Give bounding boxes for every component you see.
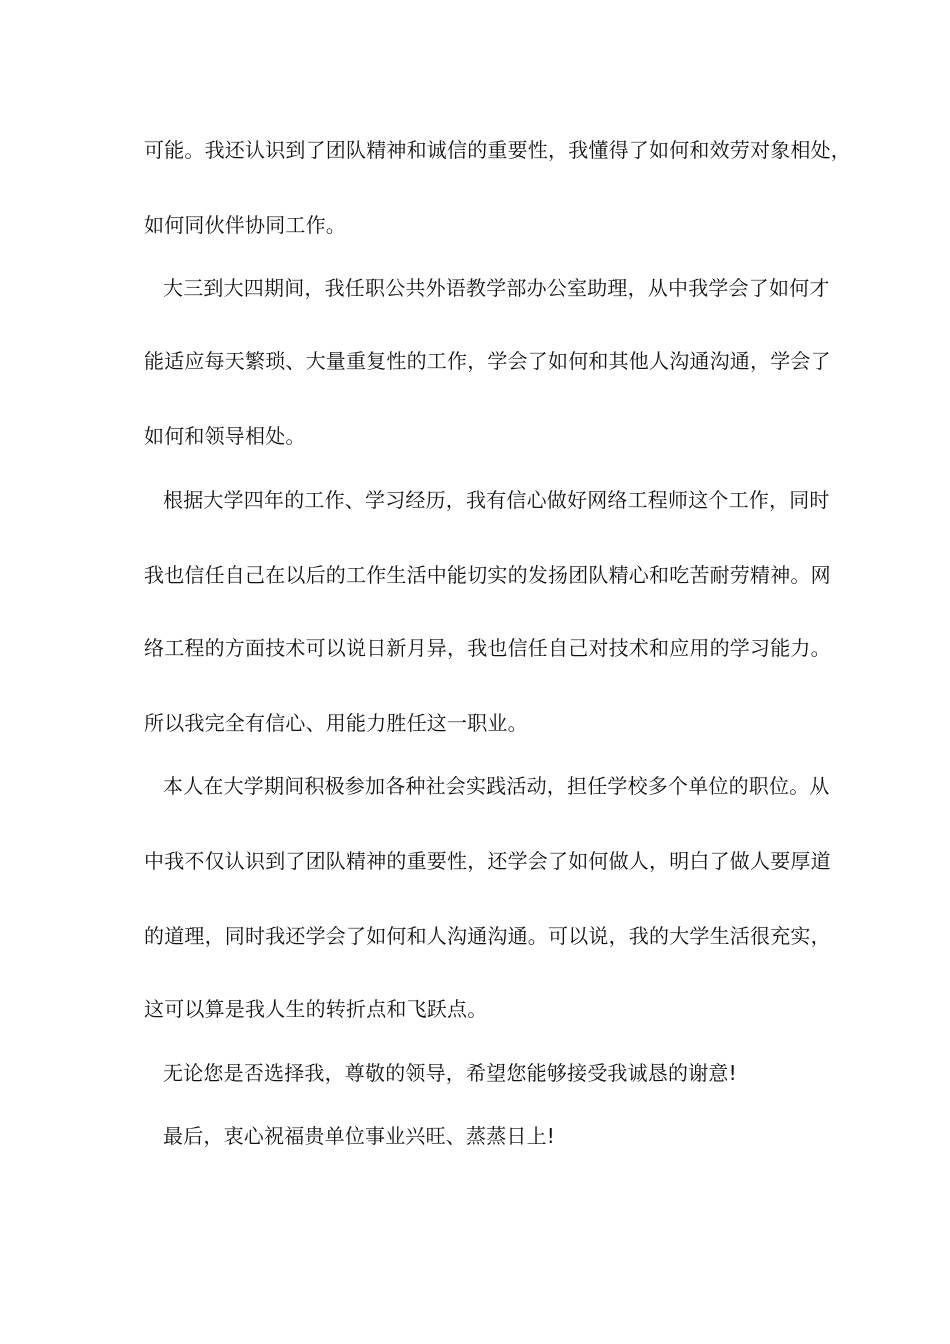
paragraph-start-line: 本人在大学期间积极参加各种社会实践活动，担任学校多个单位的职位。从	[163, 774, 830, 798]
text-line: 如何和领导相处。	[144, 424, 306, 448]
text-line: 这可以算是我人生的转折点和飞跃点。	[144, 997, 488, 1021]
closing-line: 最后，衷心祝福贵单位事业兴旺、蒸蒸日上!	[163, 1124, 556, 1148]
text-line: 中我不仅认识到了团队精神的重要性，还学会了如何做人，明白了做人要厚道	[144, 849, 831, 873]
text-line: 络工程的方面技术可以说日新月异，我也信任自己对技术和应用的学习能力。	[144, 636, 831, 660]
text-line: 的道理，同时我还学会了如何和人沟通沟通。可以说，我的大学生活很充实，	[144, 924, 831, 948]
text-line: 我也信任自己在以后的工作生活中能切实的发扬团队精心和吃苦耐劳精神。网	[144, 563, 831, 587]
text-line: 所以我完全有信心、用能力胜任这一职业。	[144, 711, 528, 735]
text-line: 能适应每天繁琐、大量重复性的工作，学会了如何和其他人沟通沟通，学会了	[144, 349, 831, 373]
paragraph-start-line: 根据大学四年的工作、学习经历，我有信心做好网络工程师这个工作，同时	[163, 488, 830, 512]
text-line: 如何同伙伴协同工作。	[144, 213, 346, 237]
paragraph-start-line: 无论您是否选择我，尊敬的领导，希望您能够接受我诚恳的谢意!	[163, 1061, 737, 1085]
text-line: 可能。我还认识到了团队精神和诚信的重要性，我懂得了如何和效劳对象相处，	[144, 138, 851, 162]
paragraph-start-line: 大三到大四期间，我任职公共外语教学部办公室助理，从中我学会了如何才	[163, 276, 830, 300]
